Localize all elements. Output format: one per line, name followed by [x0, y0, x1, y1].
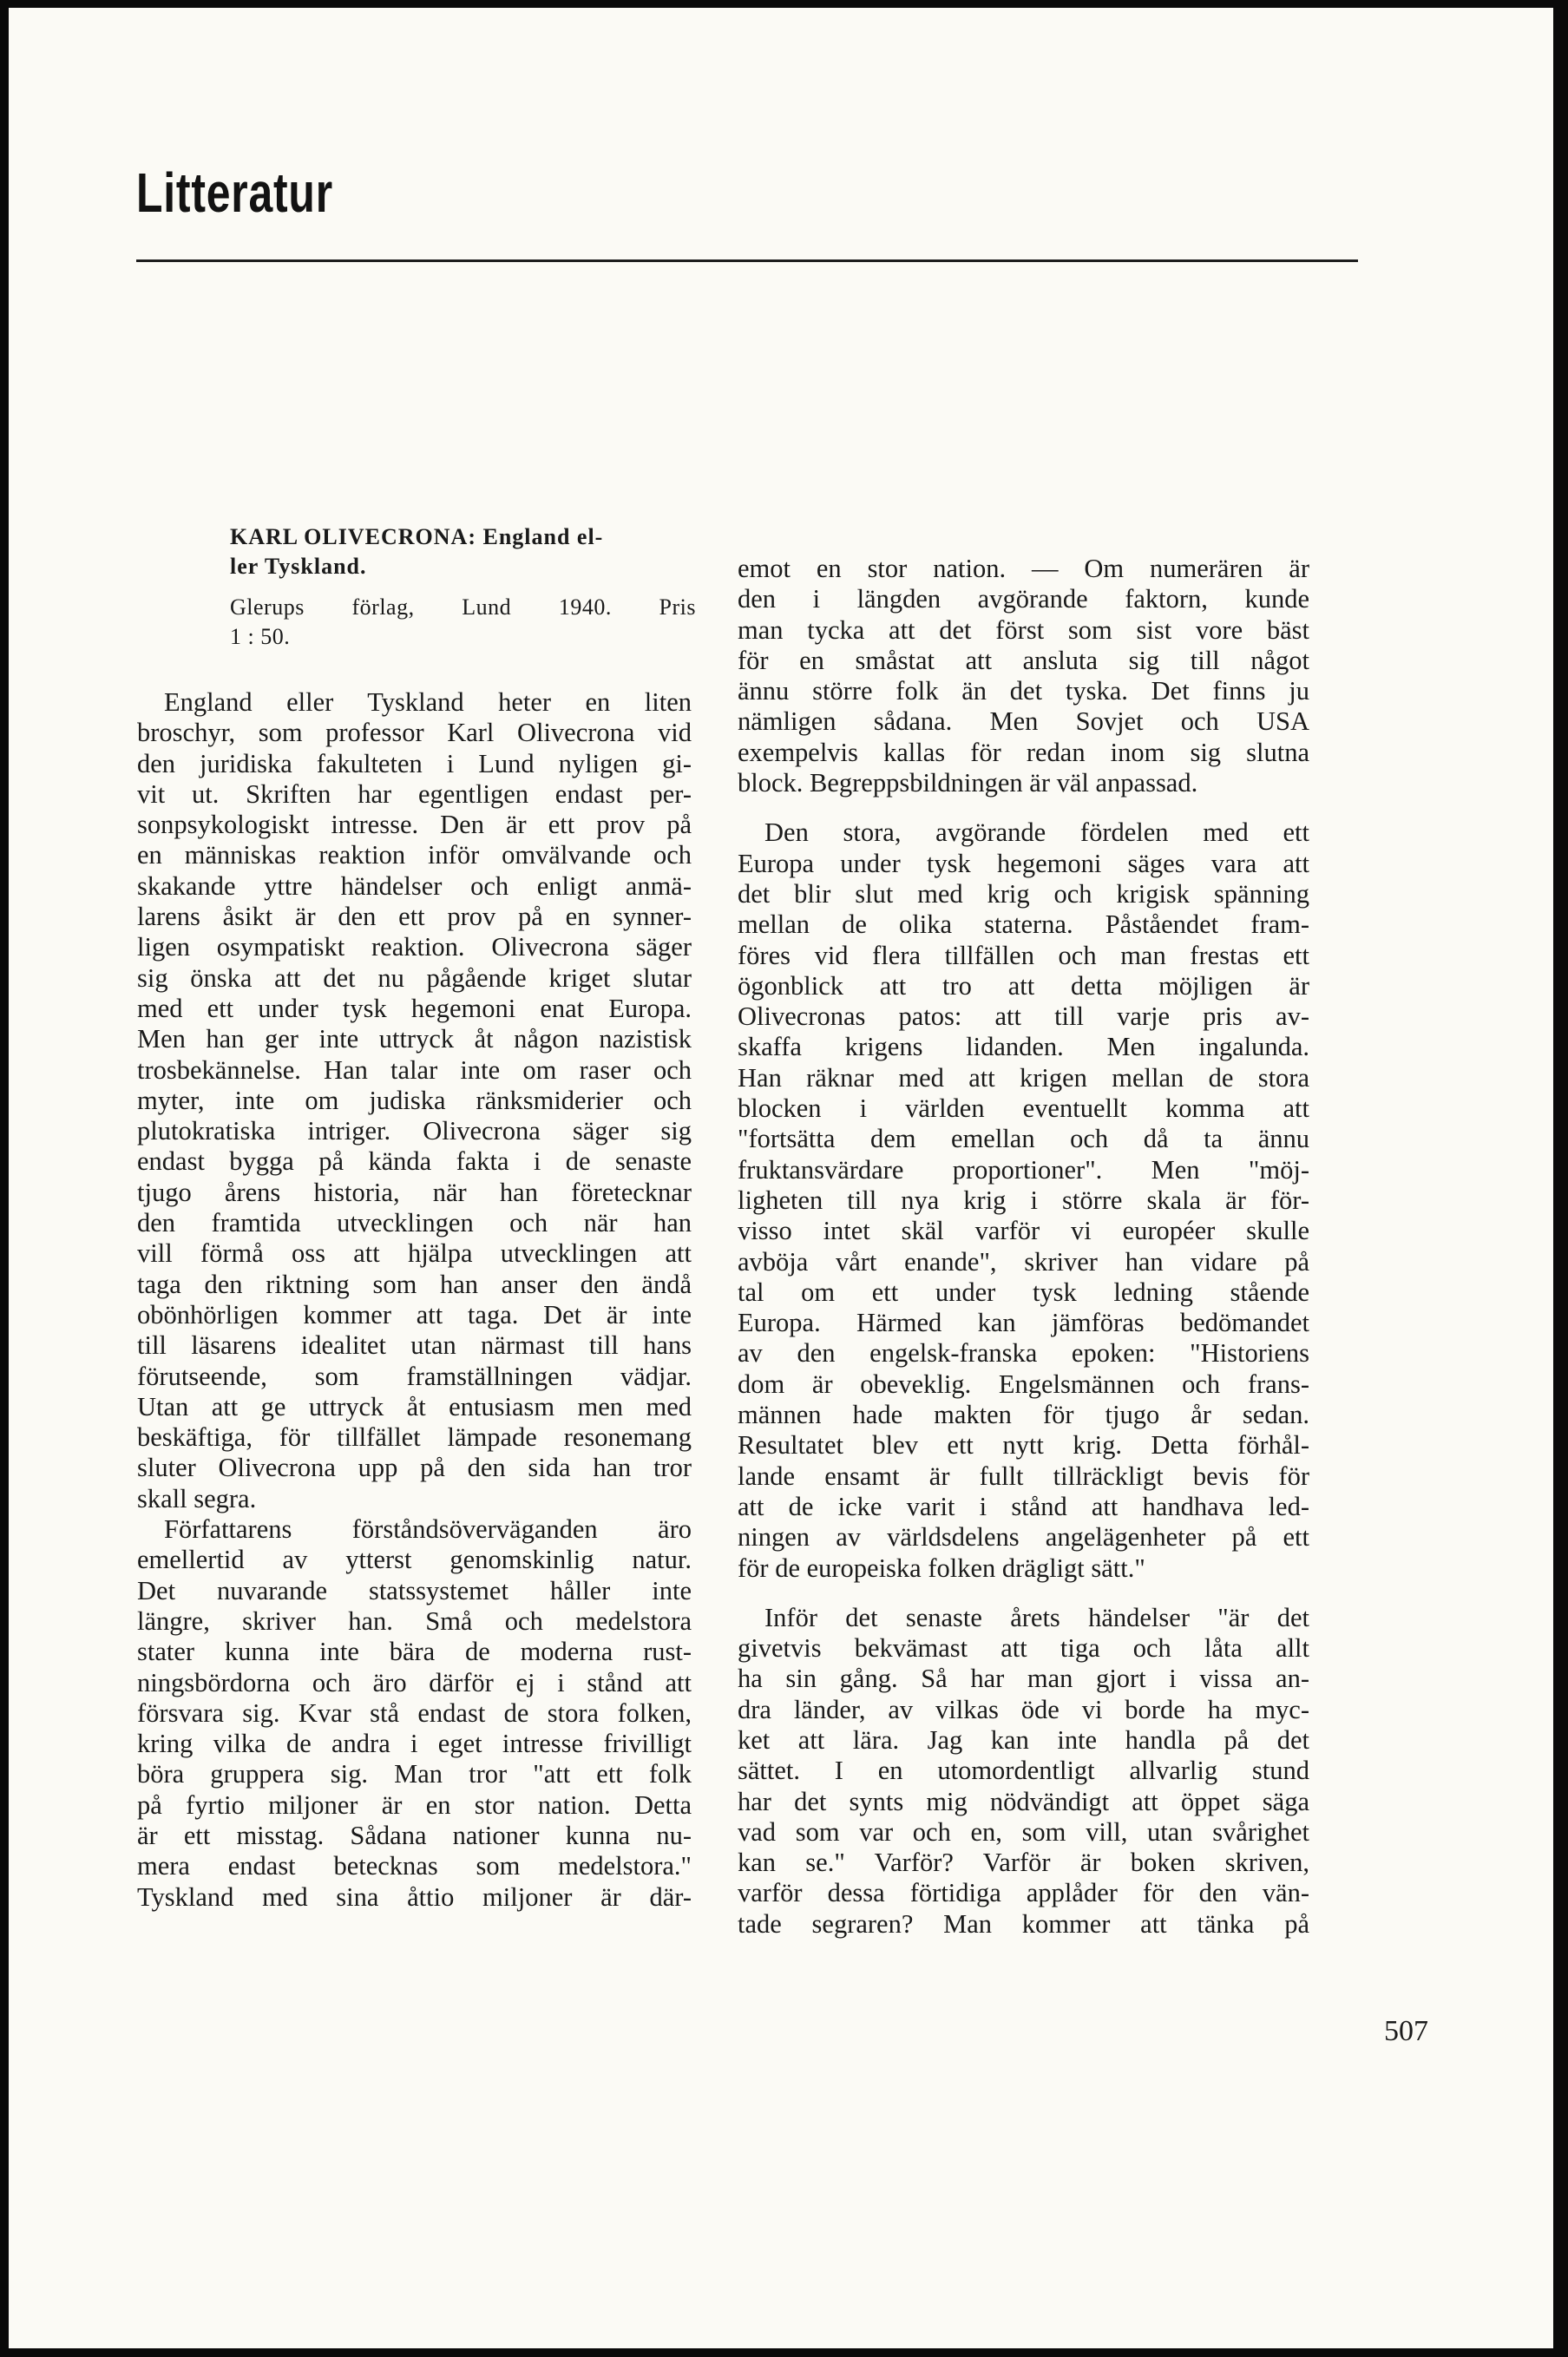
- text-line: Han räknar med att krigen mellan de stora: [738, 1062, 1309, 1093]
- text-line: nämligen sådana. Men Sovjet och USA: [738, 706, 1309, 737]
- text-line: dom är obeveklig. Engelsmännen och frans-: [738, 1369, 1309, 1399]
- text-line: vit ut. Skriften har egentligen endast per-: [137, 778, 692, 809]
- text-line: den juridiska fakulteten i Lund nyligen gi-: [137, 748, 692, 778]
- text-line: taga den riktning som han anser den ändå: [137, 1269, 692, 1299]
- text-line: skaffa krigens lidanden. Men ingalunda.: [738, 1032, 1309, 1062]
- review-author-title: ler Tyskland.: [230, 554, 367, 579]
- text-line: på fyrtio miljoner är en stor nation. Detta: [137, 1789, 692, 1820]
- text-line: ännu större folk än det tyska. Det finns ju: [738, 676, 1309, 706]
- text-line: männen hade makten för tjugo år sedan.: [738, 1400, 1309, 1430]
- text-line: tal om ett under tysk ledning stående: [738, 1277, 1309, 1307]
- text-line: mellan de olika staterna. Påståendet fram-: [738, 909, 1309, 940]
- text-line: ligheten till nya krig i större skala är för-: [738, 1185, 1309, 1215]
- text-line: larens åsikt är den ett prov på en synner-: [137, 902, 692, 932]
- text-line: exempelvis kallas för redan inom sig slutna: [738, 737, 1309, 767]
- text-line: tade segraren? Man kommer att tänka på: [738, 1908, 1309, 1939]
- text-line: mera endast betecknas som medelstora.": [137, 1851, 692, 1881]
- text-line: förutseende, som framställningen vädjar.: [137, 1361, 692, 1391]
- text-line: att de icke varit i stånd att handhava led-: [738, 1491, 1309, 1521]
- text-line: England eller Tyskland heter en liten: [164, 687, 692, 717]
- text-line: skakande yttre händelser och enligt anmä-: [137, 870, 692, 901]
- text-line: "fortsätta dem emellan och då ta ännu: [738, 1124, 1309, 1154]
- text-line: skall segra.: [137, 1483, 257, 1513]
- text-line: är ett misstag. Sådana nationer kunna nu-: [137, 1820, 692, 1850]
- text-line: för en småstat att ansluta sig till något: [738, 645, 1309, 675]
- text-line: den i längden avgörande faktorn, kunde: [738, 584, 1309, 614]
- text-line: för de europeiska folken drägligt sätt.": [738, 1553, 1145, 1583]
- text-line: ningen av världsdelens angelägenheter på ett: [738, 1522, 1309, 1553]
- text-line: blocken i världen eventuellt komma att: [738, 1093, 1309, 1124]
- text-line: broschyr, som professor Karl Olivecrona vid: [137, 718, 692, 748]
- text-line: ningsbördorna och äro därför ej i stånd att: [137, 1667, 692, 1697]
- text-line: block. Begreppsbildningen är väl anpassad.: [738, 768, 1198, 798]
- text-line: man tycka att det först som sist vore bäst: [738, 614, 1309, 645]
- text-line: med ett under tysk hegemoni enat Europa.: [137, 993, 692, 1023]
- text-line: plutokratiska intriger. Olivecrona säger sig: [137, 1116, 692, 1146]
- text-line: avböja vårt enande", skriver han vidare på: [738, 1246, 1309, 1277]
- page-number: 507: [1384, 2015, 1428, 2047]
- text-line: Det nuvarande statssystemet håller inte: [137, 1575, 692, 1605]
- text-line: sättet. I en utomordentligt allvarlig stund: [738, 1756, 1309, 1786]
- right-column: [738, 554, 1309, 1940]
- text-line: kring vilka de andra i eget intresse frivilligt: [137, 1729, 692, 1759]
- text-line: tjugo årens historia, när han företecknar: [137, 1177, 692, 1207]
- text-line: stater kunna inte bära de moderna rust-: [137, 1637, 692, 1667]
- text-line: sig önska att det nu pågående kriget slutar: [137, 962, 692, 993]
- text-line: den framtida utvecklingen och när han: [137, 1208, 692, 1238]
- text-line: Europa. Härmed kan jämföras bedömandet: [738, 1308, 1309, 1338]
- text-line: beskäftiga, för tillfället lämpade resonemang: [137, 1422, 692, 1453]
- text-line: till läsarens idealitet utan närmast till hans: [137, 1330, 692, 1361]
- text-line: en människas reaktion inför omvälvande och: [137, 840, 692, 870]
- text-line: kan se." Varför? Varför är boken skriven,: [738, 1848, 1309, 1878]
- text-line: givetvis bekvämast att tiga och låta allt: [738, 1633, 1309, 1664]
- section-heading: Litteratur: [136, 161, 333, 224]
- review-header: [230, 522, 696, 652]
- text-line: vill förmå oss att hjälpa utvecklingen att: [137, 1238, 692, 1269]
- text-line: lande ensamt är fullt tillräckligt bevis för: [738, 1461, 1309, 1491]
- text-line: obönhörligen kommer att taga. Det är inte: [137, 1299, 692, 1330]
- text-line: försvara sig. Kvar stå endast de stora folken,: [137, 1697, 692, 1728]
- text-line: vad som var och en, som vill, utan svårighet: [738, 1816, 1309, 1847]
- text-line: ha sin gång. Så har man gjort i vissa an-: [738, 1664, 1309, 1694]
- heading-rule: [136, 259, 1358, 262]
- text-line: Den stora, avgörande fördelen med ett: [764, 817, 1309, 848]
- text-line: ögonblick att tro att detta möjligen är: [738, 970, 1309, 1001]
- left-column: [137, 687, 692, 1913]
- text-line: endast bygga på kända fakta i de senaste: [137, 1146, 692, 1177]
- text-line: ligen osympatiskt reaktion. Olivecrona säger: [137, 932, 692, 962]
- text-line: Utan att ge uttryck åt entusiasm men med: [137, 1391, 692, 1421]
- text-line: dra länder, av vilkas öde vi borde ha myc-: [738, 1694, 1309, 1724]
- journal-page: [9, 8, 1553, 2348]
- review-publisher: Glerups förlag, Lund 1940. Pris: [230, 594, 696, 620]
- text-line: visso intet skäl varför vi européer skulle: [738, 1216, 1309, 1246]
- text-line: Resultatet blev ett nytt krig. Detta förhål-: [738, 1430, 1309, 1461]
- text-line: trosbekännelse. Han talar inte om raser och: [137, 1054, 692, 1085]
- text-line: Olivecronas patos: att till varje pris av-: [738, 1001, 1309, 1032]
- text-line: det blir slut med krig och krigisk spänning: [738, 878, 1309, 909]
- text-line: varför dessa förtidiga applåder för den vän-: [738, 1878, 1309, 1908]
- text-line: Europa under tysk hegemoni säges vara att: [738, 848, 1309, 878]
- review-publisher: 1 : 50.: [230, 624, 291, 649]
- text-line: emot en stor nation. — Om numerären är: [738, 554, 1309, 583]
- text-line: Författarens förståndsöverväganden äro: [164, 1514, 692, 1545]
- text-line: Inför det senaste årets händelser "är det: [764, 1602, 1309, 1632]
- text-line: föres vid flera tillfällen och man frestas ett: [738, 940, 1309, 970]
- text-line: ket att lära. Jag kan inte handla på det: [738, 1724, 1309, 1755]
- text-line: böra gruppera sig. Man tror "att ett folk: [137, 1759, 692, 1789]
- text-line: fruktansvärdare proportioner". Men "möj-: [738, 1154, 1309, 1185]
- text-line: sluter Olivecrona upp på den sida han tror: [137, 1453, 692, 1483]
- text-line: Tyskland med sina åttio miljoner är där-: [137, 1881, 692, 1912]
- text-line: har det synts mig nödvändigt att öppet säga: [738, 1786, 1309, 1816]
- text-line: myter, inte om judiska ränksmiderier och: [137, 1085, 692, 1115]
- text-line: längre, skriver han. Små och medelstora: [137, 1605, 692, 1636]
- review-author-title: KARL OLIVECRONA: England el-: [230, 524, 604, 549]
- text-line: Men han ger inte uttryck åt någon nazistisk: [137, 1024, 692, 1054]
- text-line: av den engelsk-franska epoken: "Historiens: [738, 1338, 1309, 1369]
- text-line: emellertid av ytterst genomskinlig natur.: [137, 1545, 692, 1575]
- text-line: sonpsykologiskt intresse. Den är ett prov på: [137, 810, 692, 840]
